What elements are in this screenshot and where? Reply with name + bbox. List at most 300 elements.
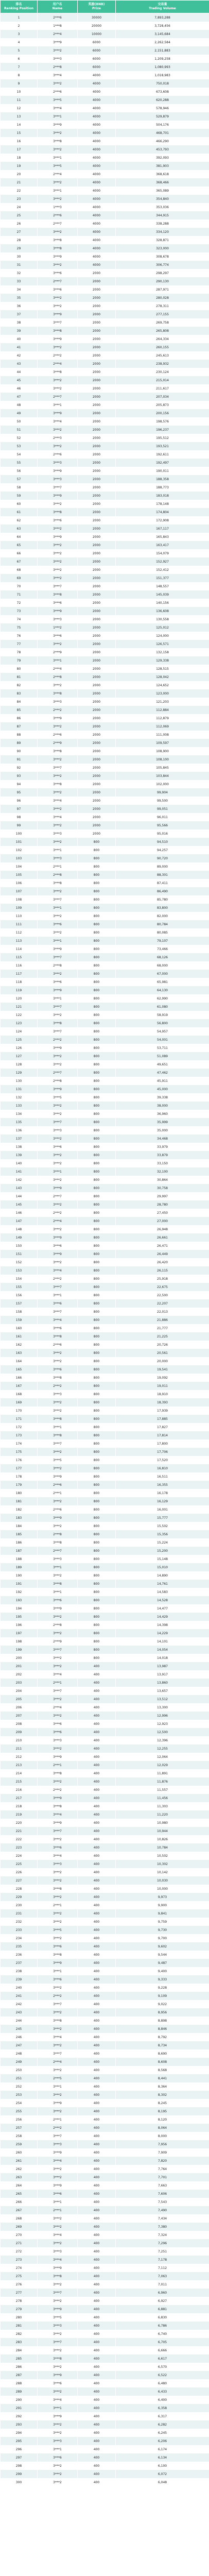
- cell-rank: 265: [1, 2190, 38, 2198]
- table-row: [1, 516, 209, 524]
- cell-prize: 4000: [78, 71, 116, 79]
- cell-prize: 400: [78, 2223, 116, 2231]
- table-row: [1, 71, 209, 79]
- cell-prize: 2000: [78, 747, 116, 755]
- cell-volume: 130,558: [116, 615, 209, 623]
- cell-rank: 40: [1, 335, 38, 343]
- cell-volume: 9,487: [116, 1959, 209, 1967]
- cell-volume: 26,449: [116, 1250, 209, 1258]
- cell-volume: 17,885: [116, 1415, 209, 1423]
- cell-username: 3***8: [38, 2272, 78, 2280]
- cell-rank: 114: [1, 945, 38, 953]
- cell-rank: 176: [1, 1456, 38, 1464]
- table-row: [1, 1093, 209, 1101]
- cell-rank: 150: [1, 1242, 38, 1250]
- cell-rank: 244: [1, 2016, 38, 2025]
- table-row: [1, 1184, 209, 1192]
- cell-prize: 4000: [78, 195, 116, 203]
- cell-volume: 26,420: [116, 1258, 209, 1266]
- cell-rank: 190: [1, 1571, 38, 1580]
- cell-username: 3***9: [38, 252, 78, 261]
- table-row: [1, 1390, 209, 1398]
- table-row: [1, 1604, 209, 1613]
- cell-username: 2***6: [38, 1481, 78, 1489]
- cell-username: 3***6: [38, 1596, 78, 1604]
- table-row: [1, 384, 209, 393]
- cell-rank: 290: [1, 2396, 38, 2404]
- cell-username: 2***1: [38, 862, 78, 871]
- cell-volume: 89,000: [116, 862, 209, 871]
- cell-prize: 400: [78, 1662, 116, 1670]
- cell-volume: 90,720: [116, 854, 209, 862]
- cell-rank: 163: [1, 1349, 38, 1357]
- cell-rank: 216: [1, 1786, 38, 1794]
- cell-volume: 10,000: [116, 1885, 209, 1893]
- cell-prize: 400: [78, 2396, 116, 2404]
- cell-rank: 288: [1, 2379, 38, 2387]
- cell-rank: 232: [1, 1918, 38, 1926]
- cell-rank: 26: [1, 219, 38, 228]
- table-row: [1, 953, 209, 961]
- cell-prize: 2000: [78, 376, 116, 384]
- cell-username: 2***4: [38, 1217, 78, 1225]
- cell-volume: 8,690: [116, 2049, 209, 2058]
- cell-rank: 48: [1, 401, 38, 409]
- cell-prize: 2000: [78, 673, 116, 681]
- cell-username: 3***8: [38, 368, 78, 376]
- cell-rank: 263: [1, 2173, 38, 2181]
- cell-prize: 800: [78, 1580, 116, 1588]
- cell-username: 3***2: [38, 1357, 78, 1365]
- cell-volume: 51,089: [116, 1052, 209, 1060]
- cell-username: 3***2: [38, 1571, 78, 1580]
- cell-volume: 8,846: [116, 2025, 209, 2033]
- cell-volume: 9,900: [116, 1901, 209, 1909]
- cell-rank: 117: [1, 970, 38, 978]
- cell-volume: 504,176: [116, 121, 209, 129]
- cell-volume: 17,814: [116, 1431, 209, 1439]
- cell-username: 3***9: [38, 2412, 78, 2420]
- cell-rank: 9: [1, 79, 38, 88]
- table-row: [1, 2198, 209, 2206]
- cell-username: 3***3: [38, 2437, 78, 2445]
- cell-rank: 105: [1, 871, 38, 879]
- cell-prize: 400: [78, 1728, 116, 1736]
- table-row: [1, 2437, 209, 2445]
- cell-volume: 152,927: [116, 557, 209, 566]
- table-row: [1, 1398, 209, 1406]
- table-row: [1, 1143, 209, 1151]
- cell-username: 3***2: [38, 195, 78, 203]
- table-row: [1, 1266, 209, 1275]
- cell-rank: 279: [1, 2305, 38, 2313]
- cell-username: 3***4: [38, 2157, 78, 2165]
- cell-username: 3***9: [38, 467, 78, 475]
- cell-username: 3***4: [38, 796, 78, 805]
- cell-volume: 13,987: [116, 1662, 209, 1670]
- cell-volume: 56,800: [116, 1019, 209, 1027]
- cell-username: 3***1: [38, 1967, 78, 1975]
- header-prize-zh: 奖励(BNB): [88, 3, 105, 6]
- cell-username: 3***2: [38, 821, 78, 829]
- cell-username: 3***2: [38, 178, 78, 187]
- table-row: [1, 714, 209, 722]
- cell-volume: 2,151,883: [116, 46, 209, 55]
- table-row: [1, 2058, 209, 2066]
- cell-volume: 16,511: [116, 1472, 209, 1481]
- cell-volume: 10,142: [116, 1868, 209, 1876]
- cell-prize: 800: [78, 1571, 116, 1580]
- cell-username: 2***2: [38, 1275, 78, 1283]
- cell-username: 3***3: [38, 698, 78, 706]
- header-prize-en: Prize: [92, 7, 101, 10]
- table-row: [1, 1151, 209, 1159]
- cell-rank: 92: [1, 764, 38, 772]
- cell-username: 3***2: [38, 1984, 78, 1992]
- table-row: [1, 269, 209, 277]
- cell-volume: 7,893,288: [116, 13, 209, 22]
- cell-volume: 8,608: [116, 2058, 209, 2066]
- table-row: [1, 2173, 209, 2181]
- table-row: [1, 681, 209, 689]
- cell-username: 3***2: [38, 2041, 78, 2049]
- cell-rank: 44: [1, 368, 38, 376]
- cell-username: 2***1: [38, 1901, 78, 1909]
- cell-username: 3***2: [38, 1258, 78, 1266]
- cell-rank: 238: [1, 1967, 38, 1975]
- cell-prize: 2000: [78, 467, 116, 475]
- cell-rank: 28: [1, 236, 38, 244]
- cell-prize: 800: [78, 871, 116, 879]
- cell-volume: 9,109: [116, 1992, 209, 2000]
- cell-volume: 12,029: [116, 1761, 209, 1769]
- table-row: [1, 920, 209, 928]
- cell-volume: 64,130: [116, 986, 209, 994]
- cell-volume: 2,262,584: [116, 38, 209, 46]
- cell-volume: 7,380: [116, 2223, 209, 2231]
- cell-volume: 192,497: [116, 459, 209, 467]
- cell-rank: 79: [1, 656, 38, 665]
- cell-username: 3***3: [38, 2321, 78, 2330]
- cell-volume: 353,036: [116, 203, 209, 211]
- cell-prize: 2000: [78, 689, 116, 698]
- cell-rank: 193: [1, 1596, 38, 1604]
- cell-prize: 400: [78, 1868, 116, 1876]
- cell-rank: 221: [1, 1827, 38, 1835]
- cell-rank: 274: [1, 2264, 38, 2272]
- cell-prize: 400: [78, 1761, 116, 1769]
- table-row: [1, 747, 209, 755]
- cell-volume: 673,608: [116, 88, 209, 96]
- cell-username: 3***5: [38, 1093, 78, 1101]
- cell-volume: 14,018: [116, 1654, 209, 1662]
- cell-username: 3***9: [38, 533, 78, 541]
- cell-prize: 800: [78, 1464, 116, 1472]
- cell-username: 3***2: [38, 1777, 78, 1786]
- cell-volume: 9,700: [116, 1934, 209, 1942]
- table-row: [1, 1299, 209, 1308]
- cell-rank: 168: [1, 1390, 38, 1398]
- cell-prize: 400: [78, 1852, 116, 1860]
- cell-username: 3***1: [38, 2082, 78, 2091]
- cell-rank: 166: [1, 1374, 38, 1382]
- cell-rank: 230: [1, 1901, 38, 1909]
- cell-prize: 400: [78, 1670, 116, 1679]
- cell-rank: 155: [1, 1283, 38, 1291]
- cell-rank: 211: [1, 1744, 38, 1753]
- table-row: [1, 1258, 209, 1266]
- cell-rank: 95: [1, 788, 38, 796]
- cell-prize: 800: [78, 1052, 116, 1060]
- cell-username: 2***4: [38, 170, 78, 178]
- table-row: [1, 1275, 209, 1283]
- cell-username: 3***8: [38, 1538, 78, 1547]
- cell-volume: 8,792: [116, 2033, 209, 2041]
- cell-prize: 800: [78, 862, 116, 871]
- table-row: [1, 2412, 209, 2420]
- cell-rank: 149: [1, 1233, 38, 1242]
- table-row: [1, 1563, 209, 1571]
- cell-volume: 15,224: [116, 1538, 209, 1547]
- cell-username: 3***4: [38, 1852, 78, 1860]
- cell-username: 2***2: [38, 2124, 78, 2132]
- cell-volume: 39,338: [116, 1093, 209, 1101]
- cell-rank: 249: [1, 2058, 38, 2066]
- cell-rank: 136: [1, 1126, 38, 1134]
- cell-prize: 400: [78, 1843, 116, 1852]
- cell-username: 3***6: [38, 978, 78, 986]
- cell-username: 3***2: [38, 2429, 78, 2437]
- cell-prize: 2000: [78, 492, 116, 500]
- table-row: [1, 1448, 209, 1456]
- cell-rank: 208: [1, 1720, 38, 1728]
- table-row: [1, 442, 209, 450]
- cell-volume: 16,178: [116, 1489, 209, 1497]
- cell-username: 3***9: [38, 2305, 78, 2313]
- cell-volume: 198,576: [116, 417, 209, 426]
- cell-username: 3***6: [38, 2190, 78, 2198]
- cell-prize: 800: [78, 1003, 116, 1011]
- cell-username: 2***4: [38, 360, 78, 368]
- cell-prize: 2000: [78, 796, 116, 805]
- cell-prize: 400: [78, 2354, 116, 2363]
- cell-volume: 9,730: [116, 1926, 209, 1934]
- table-row: [1, 846, 209, 854]
- cell-username: 3***2: [38, 1629, 78, 1637]
- cell-volume: 26,948: [116, 1225, 209, 1233]
- cell-rank: 90: [1, 747, 38, 755]
- cell-rank: 72: [1, 599, 38, 607]
- cell-volume: 83,800: [116, 904, 209, 912]
- cell-username: 3***6: [38, 1143, 78, 1151]
- cell-rank: 291: [1, 2404, 38, 2412]
- cell-rank: 116: [1, 961, 38, 970]
- cell-volume: 11,557: [116, 1786, 209, 1794]
- cell-username: 3***5: [38, 1456, 78, 1464]
- table-row: [1, 22, 209, 30]
- cell-rank: 248: [1, 2049, 38, 2058]
- table-row: [1, 2016, 209, 2025]
- cell-prize: 400: [78, 2107, 116, 2115]
- cell-volume: 152,412: [116, 566, 209, 574]
- cell-rank: 256: [1, 2115, 38, 2124]
- table-row: [1, 1324, 209, 1332]
- cell-rank: 57: [1, 475, 38, 483]
- cell-prize: 800: [78, 1275, 116, 1283]
- cell-volume: 95,566: [116, 821, 209, 829]
- cell-volume: 14,054: [116, 1646, 209, 1654]
- cell-username: 3***1: [38, 994, 78, 1003]
- cell-volume: 1,209,258: [116, 55, 209, 63]
- cell-username: 3***9: [38, 1472, 78, 1481]
- cell-username: 3***9: [38, 2181, 78, 2190]
- cell-username: 3***2: [38, 2280, 78, 2289]
- cell-username: 3***1: [38, 2404, 78, 2412]
- cell-username: 3***7: [38, 2000, 78, 2008]
- cell-rank: 203: [1, 1679, 38, 1687]
- table-row: [1, 417, 209, 426]
- cell-prize: 800: [78, 912, 116, 920]
- cell-rank: 296: [1, 2445, 38, 2453]
- cell-prize: 800: [78, 1011, 116, 1019]
- cell-username: 3***3: [38, 1860, 78, 1868]
- cell-username: 2***1: [38, 2115, 78, 2124]
- cell-prize: 800: [78, 994, 116, 1003]
- cell-volume: 10,302: [116, 1860, 209, 1868]
- cell-username: 2***6: [38, 88, 78, 96]
- table-row: [1, 360, 209, 368]
- cell-username: 3***9: [38, 1184, 78, 1192]
- cell-username: 3***2: [38, 2462, 78, 2470]
- cell-volume: 26,471: [116, 1242, 209, 1250]
- cell-username: 3***2: [38, 574, 78, 582]
- cell-username: 2***1: [38, 1489, 78, 1497]
- cell-username: 3***9: [38, 2099, 78, 2107]
- cell-volume: 65,981: [116, 978, 209, 986]
- table-row: [1, 1736, 209, 1744]
- cell-volume: 468,701: [116, 129, 209, 137]
- cell-prize: 800: [78, 1374, 116, 1382]
- cell-prize: 400: [78, 2173, 116, 2181]
- cell-volume: 11,220: [116, 1810, 209, 1819]
- cell-prize: 800: [78, 1143, 116, 1151]
- cell-username: 3***8: [38, 1769, 78, 1777]
- cell-username: 3***9: [38, 38, 78, 46]
- cell-prize: 400: [78, 2256, 116, 2264]
- cell-volume: 49,651: [116, 1060, 209, 1069]
- cell-volume: 128,042: [116, 673, 209, 681]
- cell-username: 3***3: [38, 2140, 78, 2148]
- table-row: [1, 599, 209, 607]
- cell-prize: 400: [78, 2247, 116, 2256]
- cell-prize: 800: [78, 879, 116, 887]
- cell-rank: 144: [1, 1192, 38, 1200]
- cell-username: 3***9: [38, 1959, 78, 1967]
- cell-prize: 2000: [78, 335, 116, 343]
- table-row: [1, 79, 209, 88]
- table-row: [1, 2297, 209, 2305]
- cell-rank: 272: [1, 2247, 38, 2256]
- cell-username: 3***6: [38, 599, 78, 607]
- cell-volume: 16,355: [116, 1481, 209, 1489]
- cell-prize: 2000: [78, 599, 116, 607]
- cell-volume: 6,206: [116, 2437, 209, 2445]
- cell-prize: 400: [78, 2429, 116, 2437]
- cell-prize: 400: [78, 2420, 116, 2429]
- cell-rank: 3: [1, 30, 38, 38]
- cell-rank: 88: [1, 731, 38, 739]
- header-volume: [116, 1, 209, 13]
- cell-prize: 2000: [78, 623, 116, 632]
- table-row: [1, 1596, 209, 1604]
- cell-rank: 259: [1, 2140, 38, 2148]
- cell-username: 2***2: [38, 1992, 78, 2000]
- table-row: [1, 945, 209, 953]
- table-row: [1, 1291, 209, 1299]
- table-row: [1, 673, 209, 681]
- cell-volume: 14,528: [116, 1596, 209, 1604]
- table-row: [1, 1341, 209, 1349]
- cell-rank: 84: [1, 698, 38, 706]
- cell-volume: 8,000: [116, 2132, 209, 2140]
- cell-username: 3***1: [38, 112, 78, 121]
- cell-rank: 97: [1, 805, 38, 813]
- table-row: [1, 1868, 209, 1876]
- cell-volume: 188,773: [116, 483, 209, 492]
- cell-rank: 52: [1, 434, 38, 442]
- table-row: [1, 1464, 209, 1472]
- cell-volume: 368,618: [116, 170, 209, 178]
- cell-prize: 800: [78, 1242, 116, 1250]
- cell-prize: 2000: [78, 524, 116, 533]
- table-row: [1, 1827, 209, 1835]
- cell-prize: 800: [78, 895, 116, 904]
- cell-prize: 800: [78, 1200, 116, 1209]
- cell-rank: 126: [1, 1044, 38, 1052]
- cell-volume: 80,784: [116, 920, 209, 928]
- cell-rank: 151: [1, 1250, 38, 1258]
- cell-volume: 15,200: [116, 1547, 209, 1555]
- cell-rank: 111: [1, 920, 38, 928]
- cell-prize: 2000: [78, 384, 116, 393]
- cell-username: 3***2: [38, 1134, 78, 1143]
- cell-rank: 217: [1, 1794, 38, 1802]
- cell-volume: 6,830: [116, 2313, 209, 2321]
- cell-volume: 14,477: [116, 1604, 209, 1613]
- table-row: [1, 928, 209, 937]
- cell-username: 2***8: [38, 673, 78, 681]
- cell-rank: 258: [1, 2132, 38, 2140]
- cell-rank: 129: [1, 1069, 38, 1077]
- cell-username: 3***2: [38, 912, 78, 920]
- cell-prize: 800: [78, 1481, 116, 1489]
- cell-volume: 334,120: [116, 228, 209, 236]
- cell-prize: 800: [78, 1604, 116, 1613]
- cell-prize: 800: [78, 1431, 116, 1439]
- cell-username: 3***6: [38, 1324, 78, 1332]
- table-row: [1, 2429, 209, 2437]
- cell-rank: 243: [1, 2008, 38, 2016]
- cell-volume: 125,012: [116, 623, 209, 632]
- cell-prize: 800: [78, 1472, 116, 1481]
- cell-rank: 132: [1, 1093, 38, 1101]
- cell-username: 3***4: [38, 1266, 78, 1275]
- cell-username: 3***2: [38, 2214, 78, 2223]
- cell-rank: 241: [1, 1992, 38, 2000]
- table-row: [1, 2132, 209, 2140]
- cell-rank: 96: [1, 796, 38, 805]
- cell-volume: 192,611: [116, 450, 209, 459]
